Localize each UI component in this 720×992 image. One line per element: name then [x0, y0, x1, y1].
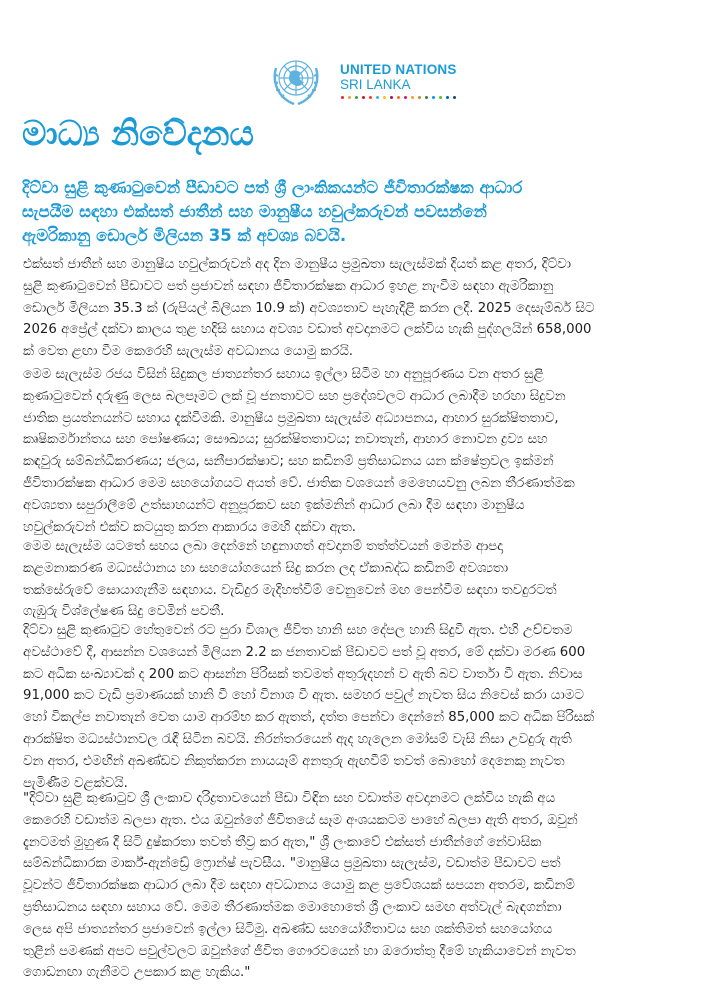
- org-name-line2: SRI LANKA: [340, 77, 411, 92]
- sdg-dot: [446, 96, 449, 99]
- paragraph-line: වන අතර, එමඟින් අඛණ්ඩව නිකුත්කරන නායයෑම් අනතුරු ඇඟවීම් තවත් බොහෝ දෙනෙකු නැවත: [23, 753, 565, 769]
- paragraph-line: එක්සත් ජාතීන් සහ මානුෂීය හවුල්කරුවන් අද දින මානුෂීය ප්‍රමුඛතා සැලැස්මක් දියත් කළ අතර, දිට්වා: [23, 257, 572, 272]
- sdg-dot: [404, 96, 407, 99]
- paragraph-line: මෙම සැලැස්ම රජය විසින් සිදුකල ජාත්‍යන්තර සහාය ඉල්ලා සිටීම හා අනුපූරණය වන අතර සුළි: [23, 367, 544, 382]
- headline-line: සැපයීම සඳහා එක්සත් ජාතීන් සහ මානුෂීය හවුල්කරුවන් පවසන්නේ: [22, 202, 487, 221]
- sdg-dot: [383, 96, 386, 99]
- paragraph-line: සුළි කුණාටුවෙන් පීඩාවට පත් ප්‍රජාවන් සඳහා ජීවිතාරක්ෂක ආධාර ඉහළ නැංවීම සඳහා ඇමරිකානු: [23, 278, 554, 294]
- paragraph-line: ජීවිතාරක්ෂක ආධාර මෙම සහයෝගයට අයත් වේ. ජාතික වශයෙන් මෙහෙයවනු ලබන තීරණාත්මක: [23, 475, 575, 491]
- paragraph-line: "දිට්වා සුළි කුණාටුව ශ්‍රී ලංකාව දරිද්‍රතාවයෙන් පීඩා විඳින සහ වඩාත්ම අවදානමට ලක්විය හැකි අය: [23, 791, 556, 806]
- paragraph-line: ගොඩනඟා ගැනීමට උපකාර කළ හැකිය.": [23, 965, 251, 981]
- sdg-dot: [418, 96, 421, 99]
- paragraph-line: ගැඹුරු විශ්ලේෂණ සිදු වෙමින් පවතී.: [23, 604, 225, 620]
- sdg-dot: [341, 96, 344, 99]
- sdg-dot: [376, 96, 379, 99]
- paragraph-assessment: [23, 536, 556, 623]
- paragraph-line: පැමිණීම වළක්වයි.: [23, 775, 128, 791]
- paragraph-line: තුළින් පමණක් අපට පවුල්වලට ඔවුන්ගේ ජීවිත ගෞරවයෙන් හා ඔරොත්තු දීමේ හැකියාවෙන් නැවත: [23, 943, 576, 959]
- sdg-color-dots: [341, 96, 456, 99]
- paragraph-line: කෘෂිකර්මාන්තය සහ පෝෂණය; සෞඛ්‍යය; සුරක්ෂිතතාවය; නවාතැන්, ආහාර නොවන ද්‍රව්‍ය සහ: [23, 432, 548, 448]
- paragraph-line: වූවන්ට ජීවිතාරක්ෂක ආධාර ලබා දීම සඳහා අවධානය යොමු කළ ප්‍රවේශයක් සපයන අතරම, කඩිනම්: [23, 878, 575, 894]
- paragraph-plan-scope: [23, 364, 575, 538]
- headline-line: ඇමරිකානු ඩොලර් මිලියන 35 ක් අවශ්‍ය බවයි.: [22, 226, 347, 245]
- page-title: මාධ්‍ය නිවේදනය: [22, 114, 254, 154]
- paragraph-line: කට අධික සංඛ්‍යාවක් ද 200 කට ආසන්න පිරිසක් තවමත් අතුරුදහන් ව ඇති බව වාර්තා වී ඇත. නිවාස: [23, 666, 583, 682]
- paragraph-impact: [23, 620, 594, 794]
- paragraph-line: 91,000 කට වැඩි ප්‍රමාණයක් හානි වී හෝ විනාශ වී ඇත. සමහර පවුල් නැවත සිය නිවෙස් කරා යාමට: [23, 688, 584, 704]
- paragraph-line: ජාතික ප්‍රයත්නයන්ට සහාය දැක්වීමකි. මානුෂීය ප්‍රමුඛතා සැලැස්ම අධ්‍යාපනය, ආහාර සුරක්ෂිතතාව,: [23, 410, 559, 426]
- paragraph-line: ලෙස අපි ජාත්‍යන්තර ප්‍රජාවෙන් ඉල්ලා සිටිමු. අඛණ්ඩ සහයෝගීතාවය සහ ශක්තිමත් සහයෝගය: [23, 921, 553, 937]
- paragraph-line: 2026 අප්‍රේල් දක්වා කාලය තුළ හදිසි සහාය අවශ්‍ය වඩාත් අවදානමට ලක්විය හැකි පුද්ගලයින් 658,000: [23, 322, 592, 338]
- sdg-dot: [411, 96, 414, 99]
- paragraph-line: තක්සේරුවේ සොයාගැනීම සඳහාය. වැඩිදුර මැදිහත්වීම් වෙනුවෙන් මඟ පෙන්වීම සඳහා තවදුරටත්: [23, 582, 557, 598]
- paragraph-line: මෙම සැලැස්ම යටතේ සහය ලබා දෙන්නේ හඳුනාගත් අවදානම් තත්ත්වයන් මෙන්ම ආපදා: [23, 539, 504, 554]
- paragraph-line: දැනටමත් මුහුණ දී සිටි දුෂ්කරතා තවත් තීව්‍ර කර ඇත," ශ්‍රී ලංකාවේ එක්සත් ජාතීන්ගේ නේවාසික: [23, 834, 542, 850]
- paragraph-line: හවුල්කරුවන් එක්ව කටයුතු කරන ආකාරය මෙහි දක්වා ඇත.: [23, 519, 357, 535]
- paragraph-line: සම්බන්ධීකාරක මාර්ක්-ඇන්ඩ්‍රේ ෆ්‍රොන්ෂ් පැවසීය. "මානුෂීය ප්‍රමුඛතා සැලැස්ම, වඩාත්ම පීඩාවට පත්: [23, 856, 561, 872]
- sdg-dot: [397, 96, 400, 99]
- sdg-dot: [362, 96, 365, 99]
- headline-line: දිට්වා සුළි කුණාටුවෙන් පීඩාවට පත් ශ්‍රී ලාංකිකයන්ට ජීවිතාරක්ෂක ආධාර: [22, 178, 523, 197]
- paragraph-line: කුණාටුවෙන් දරුණු ලෙස බලපෑමට ලක් වූ ජනතාවට සහ ප්‍රදේශවලට ආධාර ලබාදීම හරහා සිදුවන: [23, 388, 566, 404]
- sdg-dot: [369, 96, 372, 99]
- sdg-dot: [453, 96, 456, 99]
- paragraph-plan-launch: [23, 254, 594, 363]
- paragraph-quote: [23, 788, 578, 984]
- sdg-dot: [348, 96, 351, 99]
- paragraph-line: අවස්ථාවේ දී, ආසන්න වශයෙන් මිලියන 2.2 ක ජනතාවක් පීඩාවට පත් වූ අතර, මේ දක්වා මරණ 600: [23, 644, 586, 660]
- paragraph-line: කළමනාකරණ මධ්‍යස්ථානය හා සහයෝගයෙන් සිදු කරන ලද ඒකාබද්ධ කඩිනම් අවශ්‍යතා: [23, 560, 509, 576]
- sdg-dot: [355, 96, 358, 99]
- paragraph-line: දිට්වා සුළි කුණාටුව හේතුවෙන් රට පුරා විශාල ජීවිත හානි සහ දේපල හානි සිදුවී ඇත. එහි උච්චතම: [23, 623, 573, 638]
- sdg-dot: [425, 96, 428, 99]
- sdg-dot: [439, 96, 442, 99]
- paragraph-line: කඳවුරු සම්බන්ධීකරණය; ජලය, සනීපාරක්ෂාව; සහ කඩිනම් ප්‍රතිසාධනය යන ක්ෂේත්‍රවල ඉක්මන්: [23, 454, 554, 470]
- un-sri-lanka-logo: [270, 54, 470, 110]
- paragraph-line: හෝ විකල්ප නවාතැන් වෙත යාම ආරම්භ කර ඇතත්, දත්ත පෙන්වා දෙන්නේ 85,000 කට අධික පිරිසක්: [23, 710, 595, 726]
- headline: [22, 176, 522, 248]
- org-name-line1: UNITED NATIONS: [340, 62, 457, 77]
- paragraph-line: ක් වෙත ළඟා වීම කෙරෙහි සැලැස්ම අවධානය යොමු කරයි.: [23, 344, 353, 360]
- paragraph-line: කෙරෙහි වඩාත්ම බලපා ඇත. එය ඔවුන්ගේ ජීවිතයේ සෑම අංශයකටම පාහේ බලපා ඇති අතර, ඔවුන්: [23, 812, 578, 828]
- paragraph-line: ප්‍රතිසාධනය සඳහා සහාය වේ. මෙම තීරණාත්මක මොහොතේ ශ්‍රී ලංකාව සමඟ අත්වැල් බැඳගන්නා: [23, 899, 562, 915]
- paragraph-line: ආරක්ෂිත මධ්‍යස්ථානවල රැඳී සිටින බවයි. නිරන්තරයෙන් ඇද හැලෙන මෝසම් වැසි නිසා උවදුරු ඇති: [23, 731, 572, 747]
- paragraph-line: අවශ්‍යතා සපුරාලීමේ උත්සාහයන්ට අනුපූරකව සහ ඉක්මනින් ආධාර ලබා දීම සඳහා මානුෂීය: [23, 497, 525, 513]
- paragraph-line: ඩොලර් මිලියන 35.3 ක් (රුපියල් බිලියන 10.9 ක්) අවශ්‍යතාව පැහැදිළි කරන ලදී. 2025 දෙසැම්බර් සිට: [23, 300, 595, 316]
- un-emblem-icon: [270, 54, 322, 108]
- sdg-dot: [390, 96, 393, 99]
- sdg-dot: [432, 96, 435, 99]
